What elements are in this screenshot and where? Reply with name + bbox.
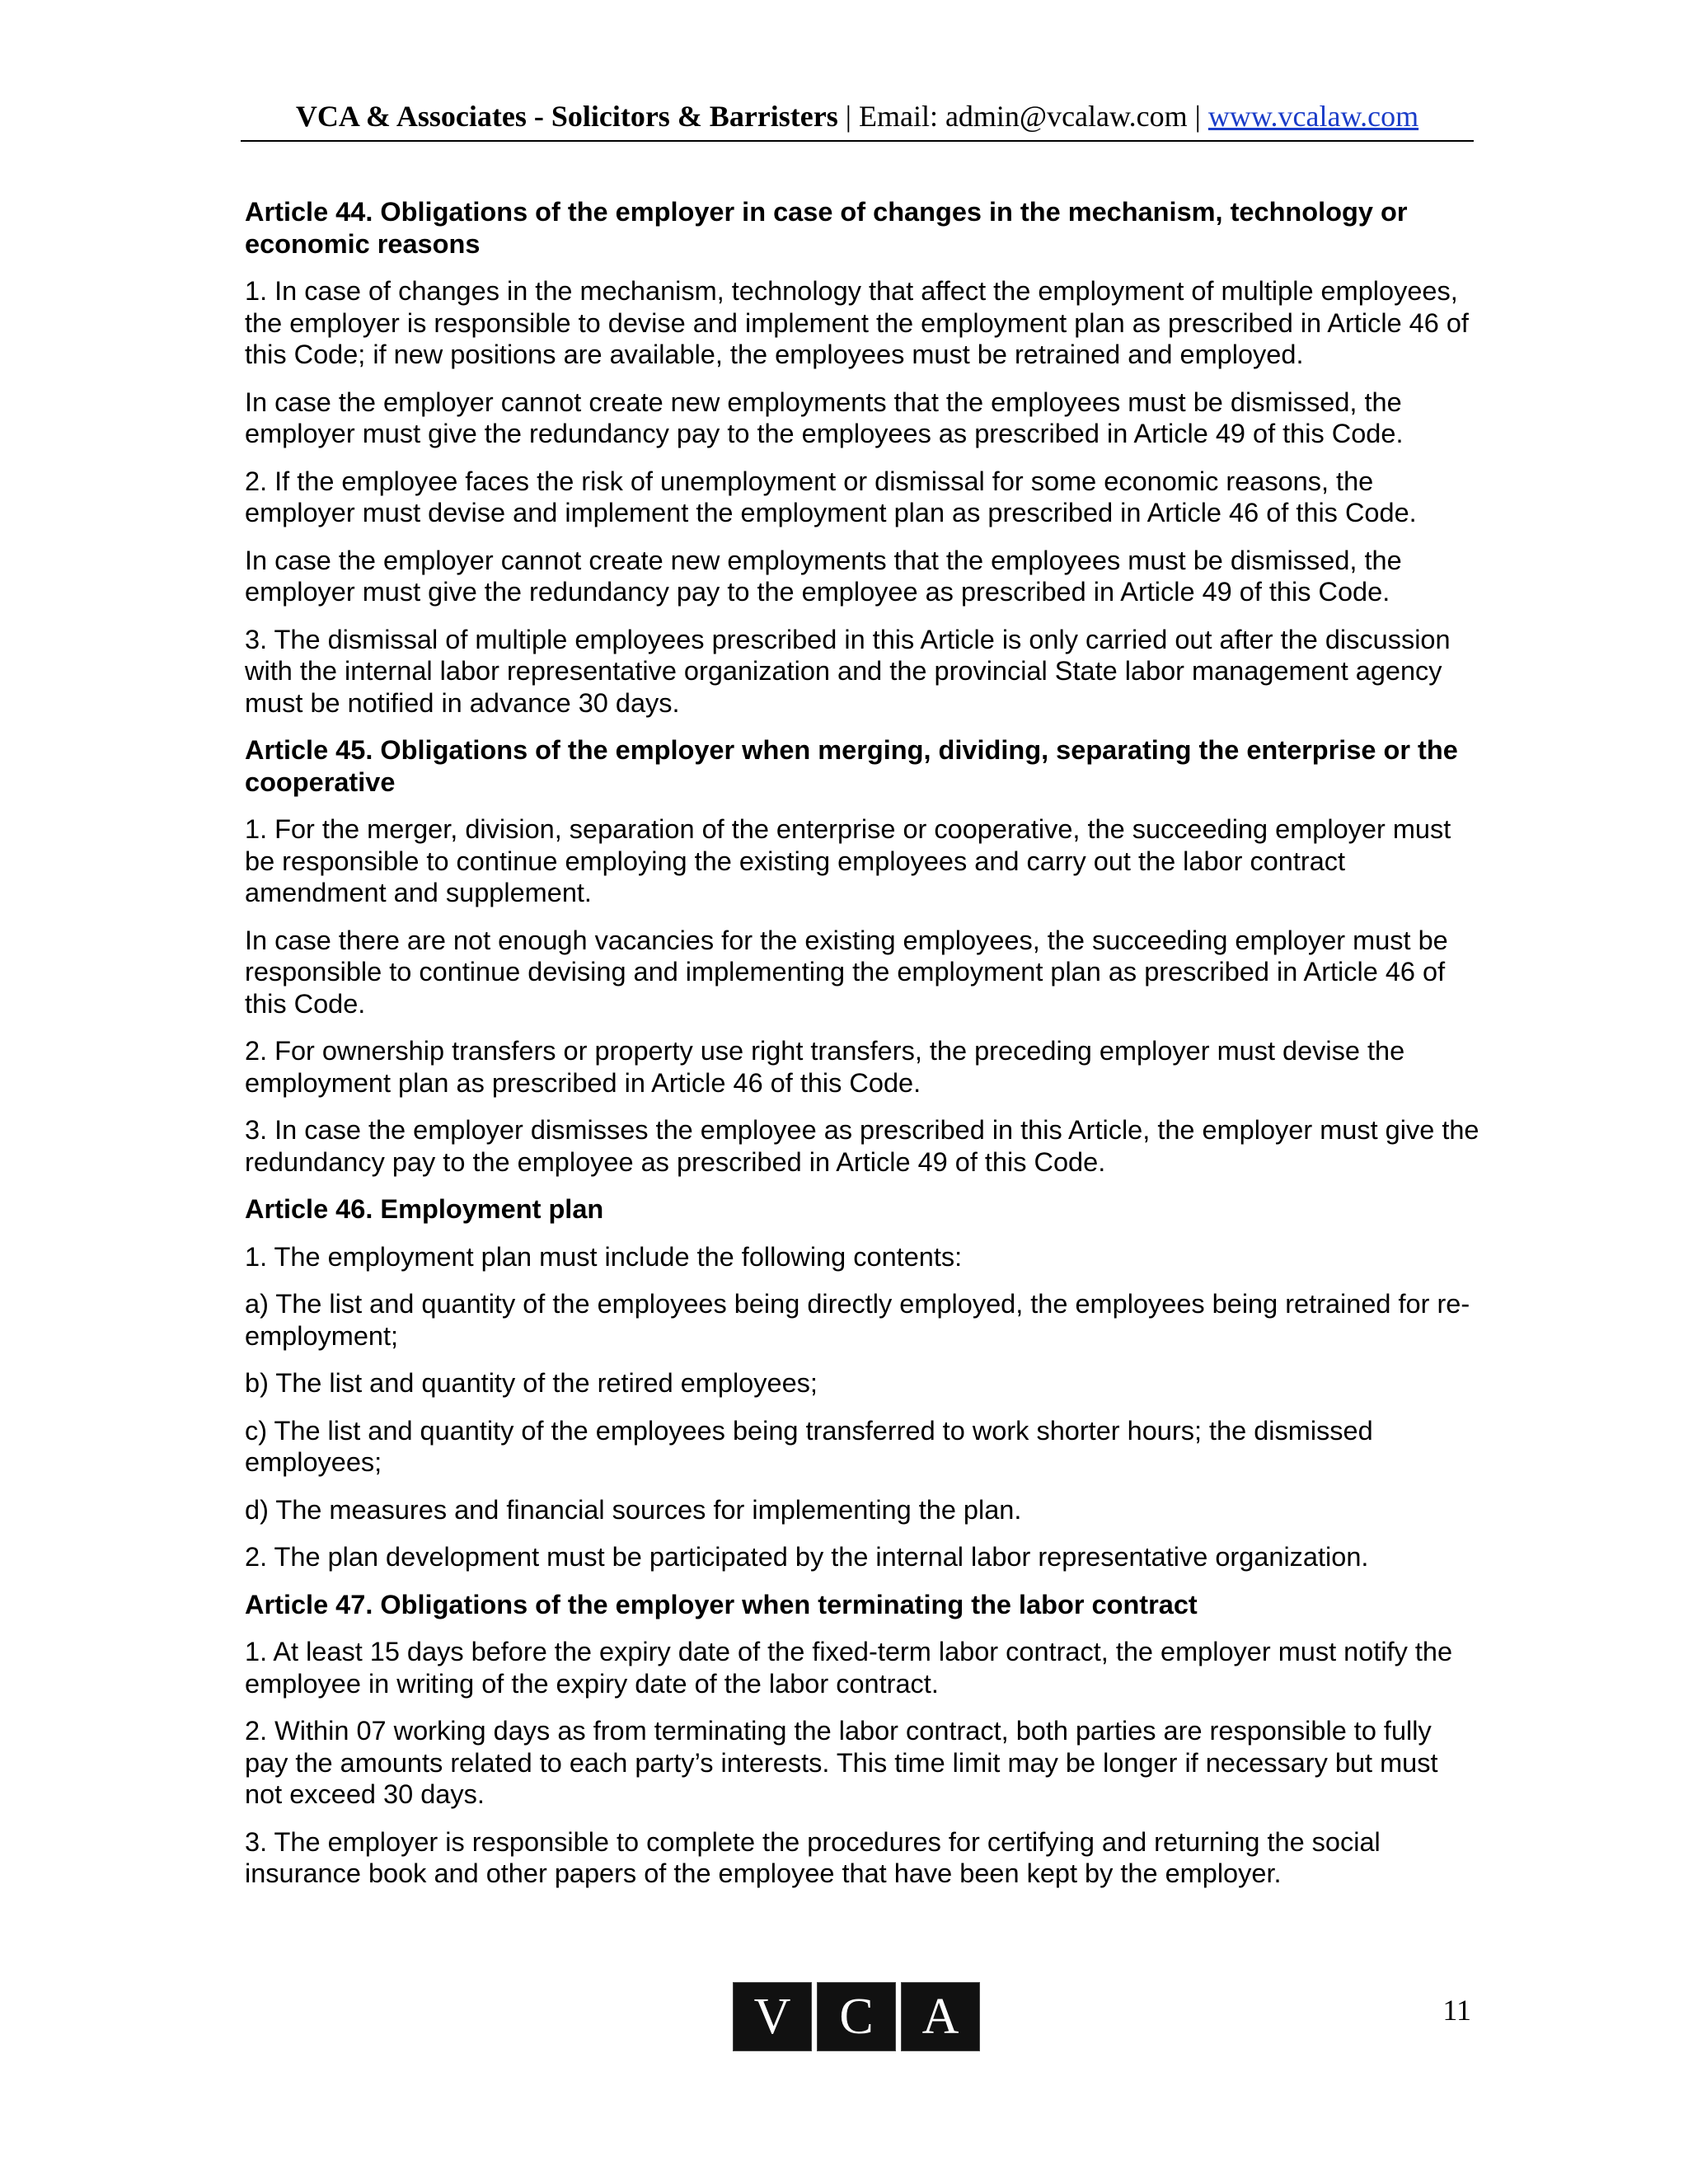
- header-separator: |: [837, 100, 859, 133]
- paragraph: In case the employer cannot create new employments that the employees must be dismissed, the employer must give the redundancy pay to the employee as prescribed in Article 49 of this Code.: [245, 545, 1402, 607]
- document-body: [245, 196, 1481, 1905]
- paragraph: 2. For ownership transfers or property use right transfers, the preceding employer must devise the employment plan as prescribed in Article 46 of this Code.: [245, 1036, 1405, 1098]
- paragraph: a) The list and quantity of the employees being directly employed, the employees being retrained for re-employment;: [245, 1289, 1470, 1351]
- article-heading: Article 47. Obligations of the employer when terminating the labor contract: [245, 1589, 1198, 1619]
- paragraph: 2. The plan development must be participated by the internal labor representative organization.: [245, 1542, 1369, 1572]
- paragraph: 3. The dismissal of multiple employees prescribed in this Article is only carried out after the discussion with the internal labor representative organization and the provincial State labor management agency must be notified in advance 30 days.: [245, 624, 1451, 718]
- paragraph: 1. At least 15 days before the expiry date of the fixed-term labor contract, the employer must notify the employee in writing of the expiry date of the labor contract.: [245, 1637, 1453, 1699]
- paragraph: d) The measures and financial sources for implementing the plan.: [245, 1494, 1022, 1525]
- article-heading: Article 46. Employment plan: [245, 1194, 604, 1224]
- website-link[interactable]: www.vcalaw.com: [1207, 100, 1419, 133]
- logo-letter-c: C: [817, 1982, 896, 2051]
- firm-name: VCA & Associates - Solicitors & Barristers: [295, 100, 838, 133]
- logo-letter-a: A: [901, 1982, 980, 2051]
- page-header: [241, 97, 1474, 142]
- page-number: 11: [1442, 1994, 1471, 2027]
- article-heading: Article 45. Obligations of the employer when merging, dividing, separating the enterprise or the cooperative: [245, 735, 1458, 797]
- article-heading: Article 44. Obligations of the employer in case of changes in the mechanism, technology or economic reasons: [245, 197, 1408, 259]
- paragraph: 3. The employer is responsible to complete the procedures for certifying and returning the social insurance book and other papers of the employee that have been kept by the employer.: [245, 1826, 1381, 1888]
- paragraph: 3. In case the employer dismisses the employee as prescribed in this Article, the employer must give the redundancy pay to the employee as prescribed in Article 49 of this Code.: [245, 1115, 1479, 1177]
- logo-letter-v: V: [733, 1982, 812, 2051]
- paragraph: In case the employer cannot create new employments that the employees must be dismissed, the employer must give the redundancy pay to the employees as prescribed in Article 49 of this Code.: [245, 387, 1404, 448]
- paragraph: 2. Within 07 working days as from terminating the labor contract, both parties are responsible to fully pay the amounts related to each party’s interests. This time limit may be longer if necessary but must not exceed 30 days.: [245, 1716, 1438, 1809]
- header-email: Email: admin@vcalaw.com: [858, 100, 1188, 133]
- paragraph: 1. The employment plan must include the following contents:: [245, 1241, 963, 1272]
- paragraph: 2. If the employee faces the risk of unemployment or dismissal for some economic reasons, the employer must devise and implement the employment plan as prescribed in Article 46 of this Code.: [245, 466, 1417, 527]
- paragraph: c) The list and quantity of the employees being transferred to work shorter hours; the dismissed employees;: [245, 1415, 1373, 1477]
- paragraph: 1. In case of changes in the mechanism, technology that affect the employment of multiple employees, the employer is responsible to devise and implement the employment plan as prescribed in Article 46 of this Code; if new positions are available, the employees must be retrained and employed.: [245, 276, 1469, 369]
- header-separator: |: [1187, 100, 1208, 133]
- paragraph: In case there are not enough vacancies for the existing employees, the succeeding employer must be responsible to continue devising and implementing the employment plan as prescribed in Article 46 of this Code.: [245, 925, 1448, 1019]
- paragraph: b) The list and quantity of the retired employees;: [245, 1368, 818, 1398]
- vca-logo: [733, 1982, 980, 2051]
- paragraph: 1. For the merger, division, separation of the enterprise or cooperative, the succeeding employer must be responsible to continue employing the existing employees and carry out the labor contract amendment and supplement.: [245, 814, 1451, 907]
